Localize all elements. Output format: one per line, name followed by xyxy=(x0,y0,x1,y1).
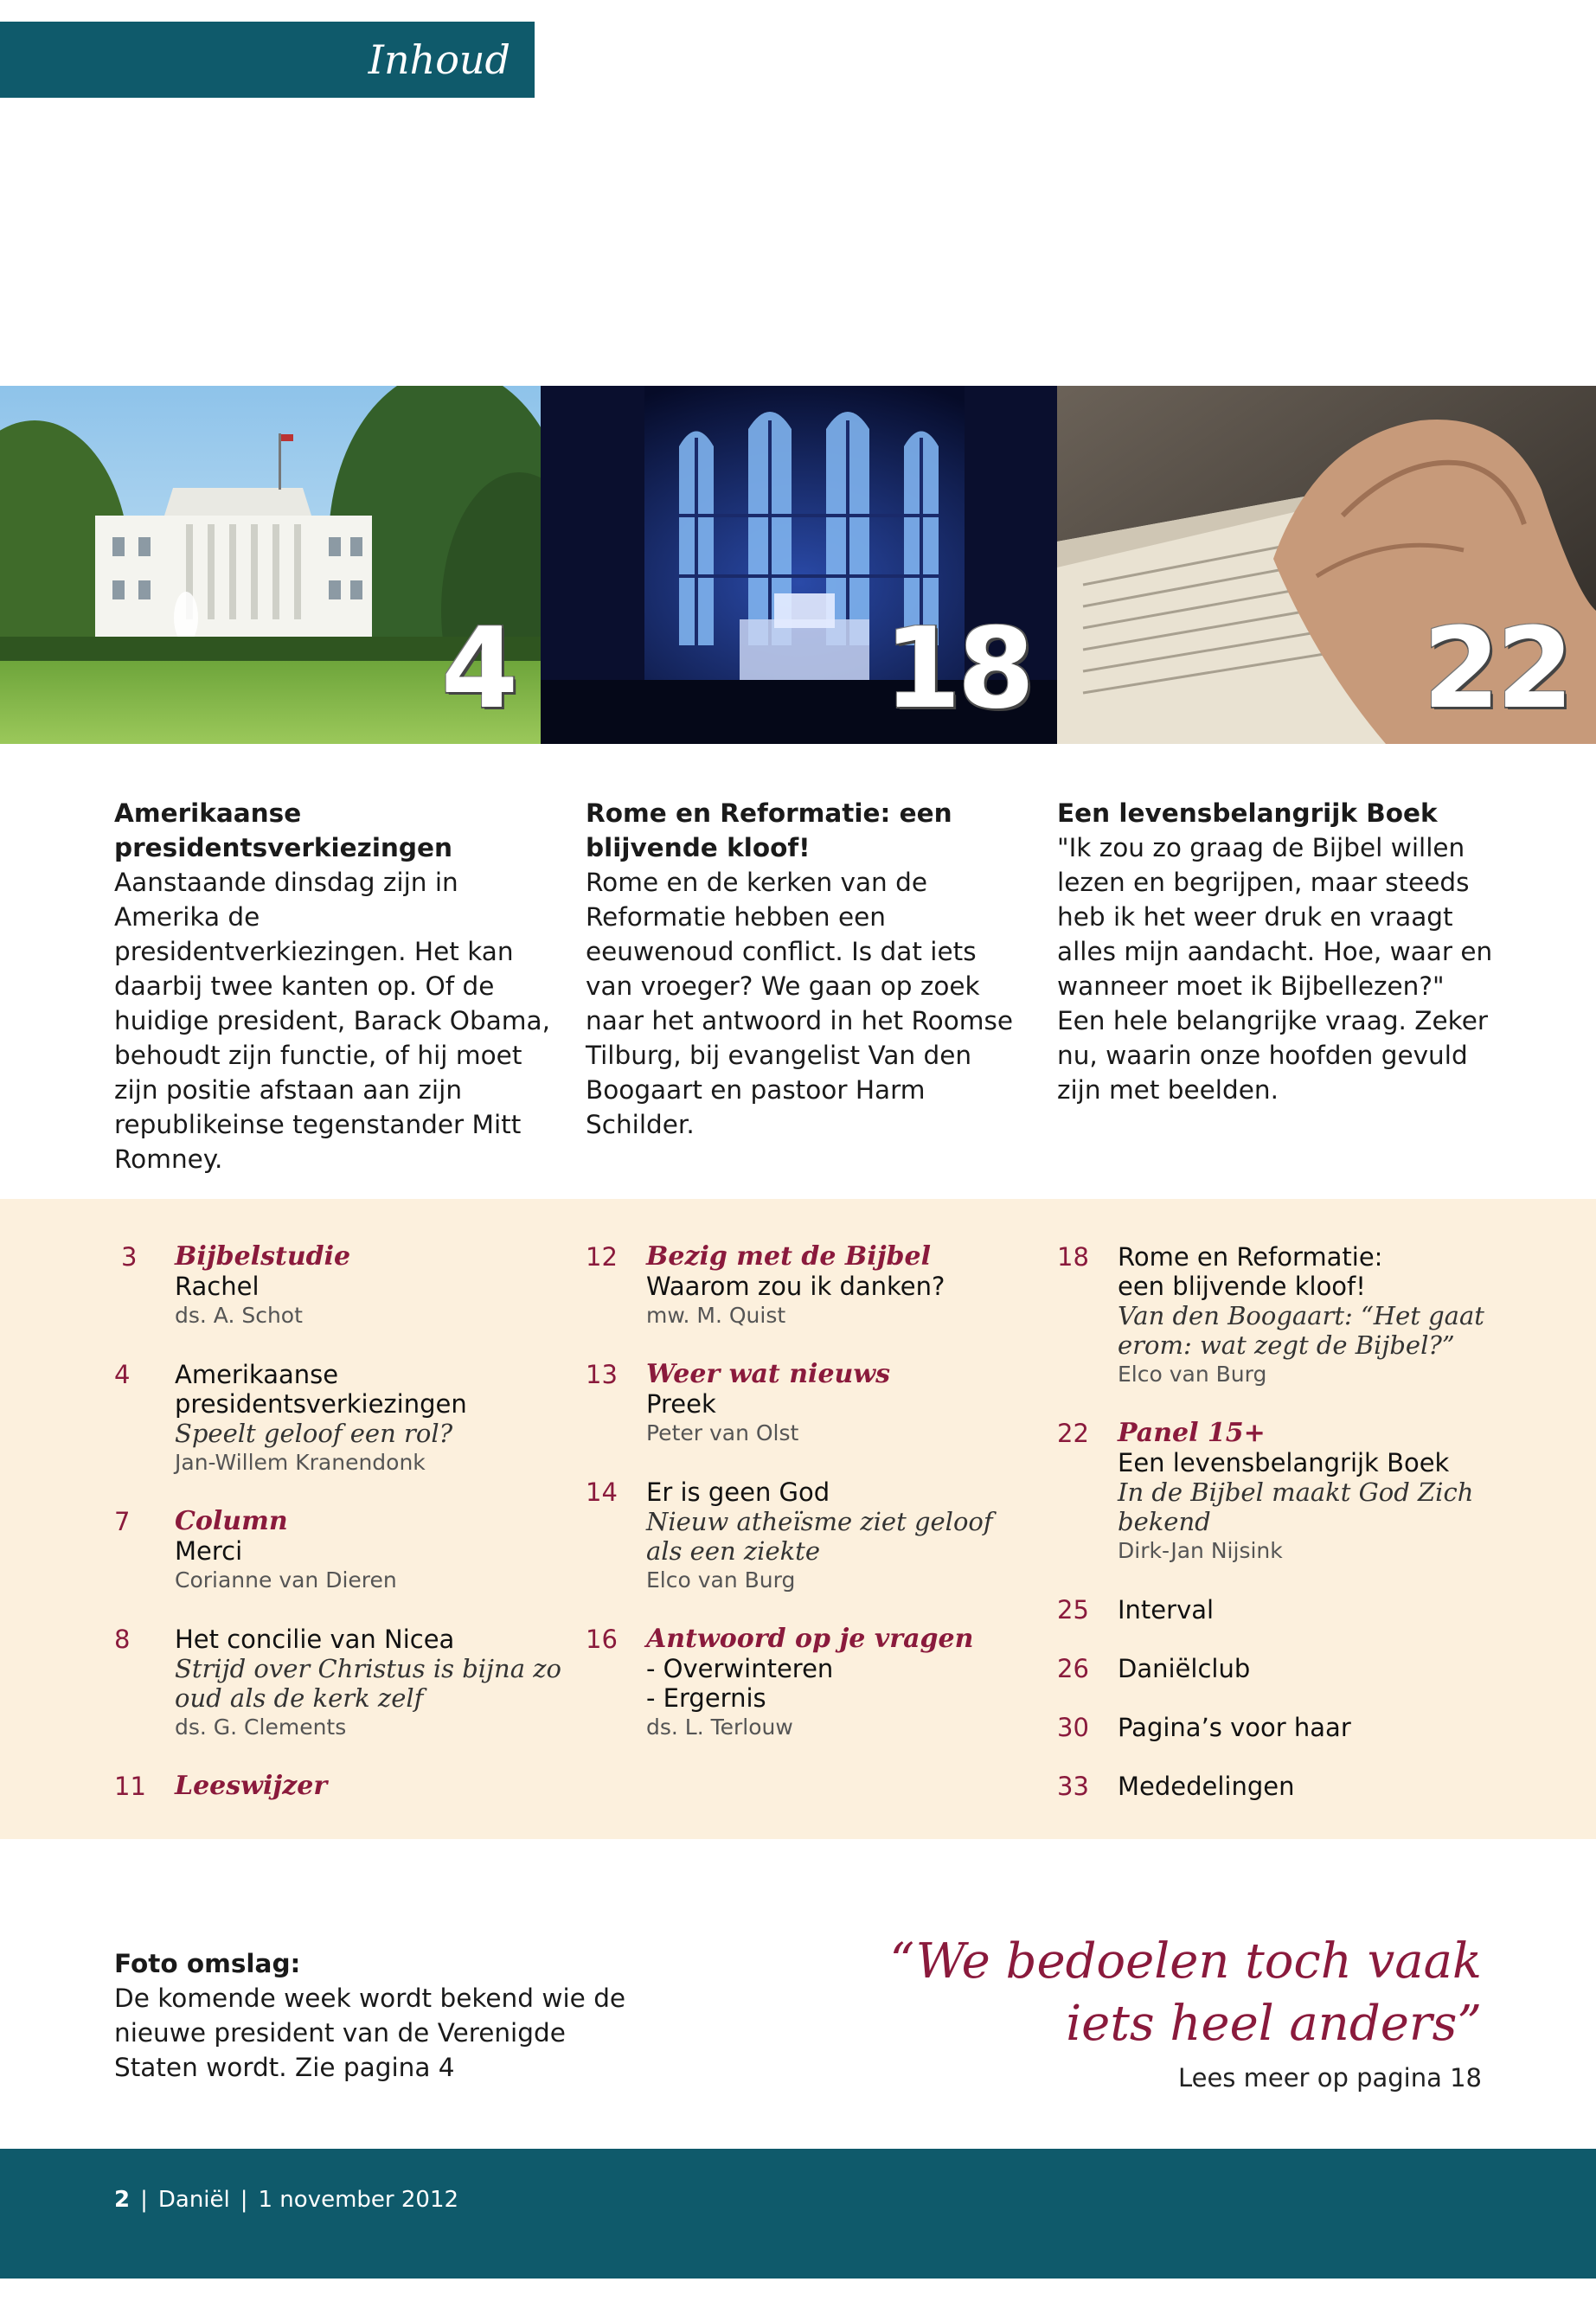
photo-white-house[interactable] xyxy=(0,386,541,744)
toc-subtitle: Van den Boogaart: “Het gaat erom: wat zegt de Bijbel?” xyxy=(1118,1301,1484,1360)
toc-author: Dirk-Jan Nijsink xyxy=(1118,1538,1283,1563)
photo-number-22: 22 xyxy=(1422,605,1570,734)
toc-author: Peter van Olst xyxy=(646,1420,799,1445)
photo-number-4: 4 xyxy=(440,605,515,734)
toc-page-number: 8 xyxy=(114,1625,131,1654)
toc-title: Pagina’s voor haar xyxy=(1118,1713,1351,1742)
toc-subtitle: Nieuw atheïsme ziet geloof als een ziekte xyxy=(646,1507,993,1566)
table-of-contents xyxy=(0,1199,1596,1839)
toc-page-number: 25 xyxy=(1057,1595,1089,1625)
toc-subtitle: In de Bijbel maakt God Zich bekend xyxy=(1118,1477,1474,1536)
toc-entry[interactable] xyxy=(1057,1595,1507,1625)
toc-title: - Overwinteren xyxy=(646,1654,834,1683)
toc-category: Weer wat nieuws xyxy=(646,1359,891,1389)
pull-quote xyxy=(824,1931,1482,2055)
cover-photo-note xyxy=(114,1946,633,2085)
toc-title-line-2: - Ergernis xyxy=(646,1683,766,1713)
toc-subtitle: Strijd over Christus is bijna zo oud als de kerk zelf xyxy=(175,1654,561,1713)
feature-title: Een levensbelangrijk Boek xyxy=(1057,798,1438,828)
toc-page-number: 7 xyxy=(114,1507,131,1536)
toc-page-number: 30 xyxy=(1057,1713,1089,1742)
toc-page-number: 12 xyxy=(586,1242,618,1272)
toc-category: Leeswijzer xyxy=(175,1771,328,1801)
toc-subtitle: Speelt geloof een rol? xyxy=(175,1419,453,1448)
toc-title: Amerikaanse presidentsverkiezingen xyxy=(175,1360,467,1419)
feature-body: Rome en de kerken van de Reformatie hebben een eeuwenoud conflict. Is dat iets van vroeger? We gaan op zoek naar het antwoord in het Roomse Tilburg, bij evangelist Van den Boogaart en pastoor Harm Schilder. xyxy=(586,868,1014,1139)
toc-title: Preek xyxy=(646,1389,716,1419)
footer xyxy=(114,2187,458,2213)
toc-page-number: 18 xyxy=(1057,1242,1089,1272)
toc-category: Column xyxy=(175,1506,288,1536)
feature-1[interactable] xyxy=(114,796,555,1176)
toc-author: Elco van Burg xyxy=(646,1567,796,1593)
toc-page-number: 16 xyxy=(586,1625,618,1654)
toc-column-2 xyxy=(586,1242,1035,1772)
toc-entry[interactable] xyxy=(1057,1713,1507,1742)
toc-title: Een levensbelangrijk Boek xyxy=(1118,1448,1450,1477)
pull-quote-reference[interactable]: Lees meer op pagina 18 xyxy=(1177,2063,1482,2093)
toc-entry[interactable] xyxy=(114,1625,564,1742)
toc-page-number: 22 xyxy=(1057,1419,1089,1448)
toc-page-number: 13 xyxy=(586,1360,618,1389)
toc-page-number: 14 xyxy=(586,1477,618,1507)
issue-date: 1 november 2012 xyxy=(258,2187,459,2213)
cover-note-title: Foto omslag: xyxy=(114,1949,301,1978)
toc-category: Panel 15+ xyxy=(1118,1418,1266,1448)
toc-title: Daniëlclub xyxy=(1118,1654,1251,1683)
toc-author: Corianne van Dieren xyxy=(175,1567,397,1593)
photo-number-18: 18 xyxy=(883,605,1031,734)
toc-title: Rachel xyxy=(175,1272,260,1301)
page-number: 2 xyxy=(114,2187,131,2213)
toc-author: mw. M. Quist xyxy=(646,1303,786,1328)
toc-author: ds. L. Terlouw xyxy=(646,1715,793,1740)
photo-praying-hands[interactable] xyxy=(1057,386,1596,744)
toc-page-number: 3 xyxy=(121,1242,138,1272)
toc-entry[interactable] xyxy=(586,1625,1035,1742)
toc-entry[interactable] xyxy=(1057,1654,1507,1683)
toc-category: Bezig met de Bijbel xyxy=(646,1241,932,1272)
toc-page-number: 33 xyxy=(1057,1772,1089,1801)
toc-column-1 xyxy=(114,1242,564,1830)
feature-title: Rome en Reformatie: een blijvende kloof! xyxy=(586,798,952,862)
toc-entry[interactable] xyxy=(586,1242,1035,1330)
footer-bar xyxy=(0,2149,1596,2279)
toc-entry[interactable] xyxy=(114,1772,564,1801)
toc-entry[interactable] xyxy=(586,1360,1035,1448)
toc-title: Waarom zou ik danken? xyxy=(646,1272,945,1301)
toc-title: Er is geen God xyxy=(646,1477,830,1507)
toc-column-3 xyxy=(1057,1242,1507,1830)
pull-quote-line-1: “We bedoelen toch vaak xyxy=(889,1933,1482,1990)
toc-title: Het concilie van Nicea xyxy=(175,1625,455,1654)
section-tab xyxy=(0,22,535,98)
photo-strip xyxy=(0,386,1596,744)
section-label: Inhoud xyxy=(368,36,510,83)
feature-body: Aanstaande dinsdag zijn in Amerika de presidentverkiezingen. Het kan daarbij twee kanten op. Of de huidige president, Barack Obama, behoudt zijn functie, of hij moet zijn positie afstaan aan zijn republikeinse tegenstander Mitt Romney. xyxy=(114,868,550,1174)
toc-title: Rome en Reformatie: xyxy=(1118,1242,1383,1272)
cover-note-body: De komende week wordt bekend wie de nieuwe president van de Verenigde Staten wordt. Zie pagina 4 xyxy=(114,1984,626,2082)
toc-title: Merci xyxy=(175,1536,243,1566)
toc-entry[interactable] xyxy=(586,1477,1035,1595)
toc-page-number: 26 xyxy=(1057,1654,1089,1683)
toc-category: Bijbelstudie xyxy=(175,1241,351,1272)
pull-quote-line-2: iets heel anders” xyxy=(1066,1996,1482,2052)
toc-page-number: 4 xyxy=(114,1360,131,1389)
toc-title: Interval xyxy=(1118,1595,1215,1625)
footer-separator: | xyxy=(240,2187,248,2213)
toc-entry[interactable] xyxy=(114,1507,564,1595)
toc-entry[interactable] xyxy=(114,1360,564,1477)
toc-page-number: 11 xyxy=(114,1772,146,1801)
toc-author: ds. A. Schot xyxy=(175,1303,303,1328)
feature-title: Amerikaanse presidentsverkiezingen xyxy=(114,798,453,862)
toc-author: Elco van Burg xyxy=(1118,1362,1267,1387)
photo-church-interior[interactable] xyxy=(541,386,1057,744)
magazine-name: Daniël xyxy=(157,2187,230,2213)
footer-separator: | xyxy=(140,2187,148,2213)
feature-3[interactable] xyxy=(1057,796,1498,1107)
toc-author: ds. G. Clements xyxy=(175,1715,347,1740)
feature-body: "Ik zou zo graag de Bijbel willen lezen en begrijpen, maar steeds heb ik het weer druk en vraagt alles mijn aandacht. Hoe, waar en wanneer moet ik Bijbellezen?" Een hele belangrijke vraag. Zeker nu, waarin onze hoofden gevuld zijn met beelden. xyxy=(1057,833,1493,1105)
toc-title-line-2: een blijvende kloof! xyxy=(1118,1272,1366,1301)
toc-title: Mededelingen xyxy=(1118,1772,1295,1801)
toc-entry[interactable] xyxy=(1057,1772,1507,1801)
feature-2[interactable] xyxy=(586,796,1027,1142)
toc-entry[interactable] xyxy=(1057,1419,1507,1566)
toc-entry[interactable] xyxy=(114,1242,564,1330)
toc-category: Antwoord op je vragen xyxy=(646,1624,974,1654)
toc-entry[interactable] xyxy=(1057,1242,1507,1389)
toc-author: Jan-Willem Kranendonk xyxy=(175,1450,426,1475)
